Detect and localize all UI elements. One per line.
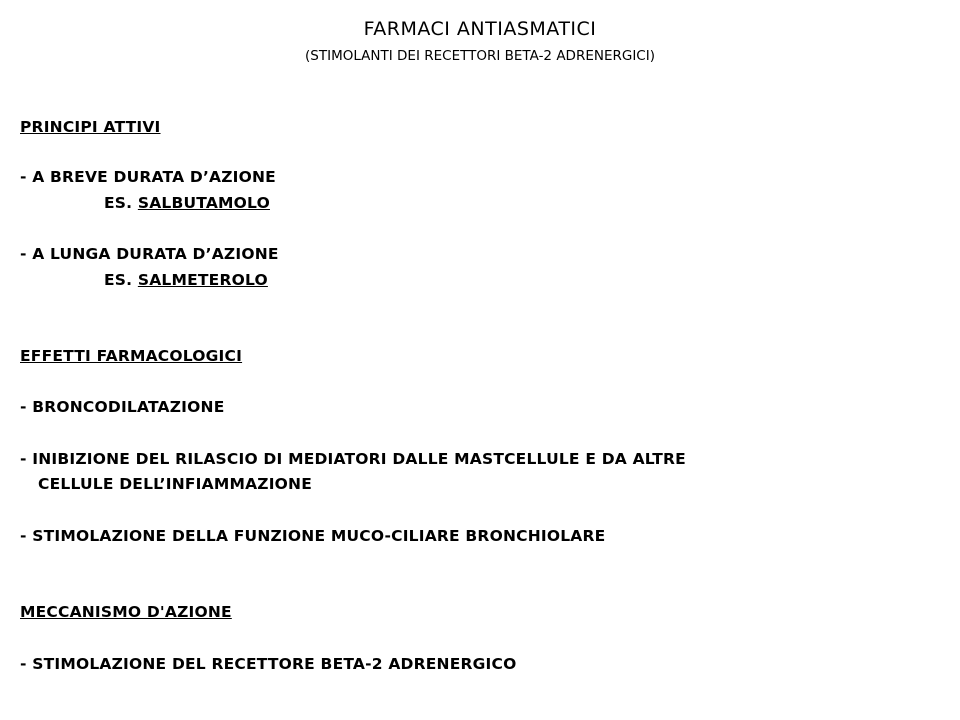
effetti-item-2-line-2: CELLULE DELL’INFIAMMAZIONE xyxy=(38,475,313,493)
meccanismo-heading: MECCANISMO D'AZIONE xyxy=(20,603,232,621)
effetti-item-2-line-1: - INIBIZIONE DEL RILASCIO DI MEDIATORI DALLE MASTCELLULE E DA ALTRE xyxy=(20,450,686,468)
meccanismo-item-1: - STIMOLAZIONE DEL RECETTORE BETA-2 ADRENERGICO xyxy=(20,655,517,673)
slide-title: FARMACI ANTIASMATICI xyxy=(363,18,597,40)
lunga-example-prefix: ES. xyxy=(104,271,133,289)
principi-breve-example xyxy=(104,194,270,212)
effetti-item-3: - STIMOLAZIONE DELLA FUNZIONE MUCO-CILIARE BRONCHIOLARE xyxy=(20,527,606,545)
effetti-item-1: - BRONCODILATAZIONE xyxy=(20,398,225,416)
slide-subtitle: (STIMOLANTI DEI RECETTORI BETA-2 ADRENERGICI) xyxy=(305,48,655,64)
lunga-example-drug: SALMETEROLO xyxy=(137,271,268,289)
principi-heading: PRINCIPI ATTIVI xyxy=(20,118,161,136)
breve-example-prefix: ES. xyxy=(104,194,133,212)
principi-breve: - A BREVE DURATA D’AZIONE xyxy=(20,168,276,186)
principi-lunga: - A LUNGA DURATA D’AZIONE xyxy=(20,245,279,263)
effetti-heading: EFFETTI FARMACOLOGICI xyxy=(20,347,243,365)
breve-example-drug: SALBUTAMOLO xyxy=(137,194,270,212)
principi-lunga-example xyxy=(104,271,268,289)
